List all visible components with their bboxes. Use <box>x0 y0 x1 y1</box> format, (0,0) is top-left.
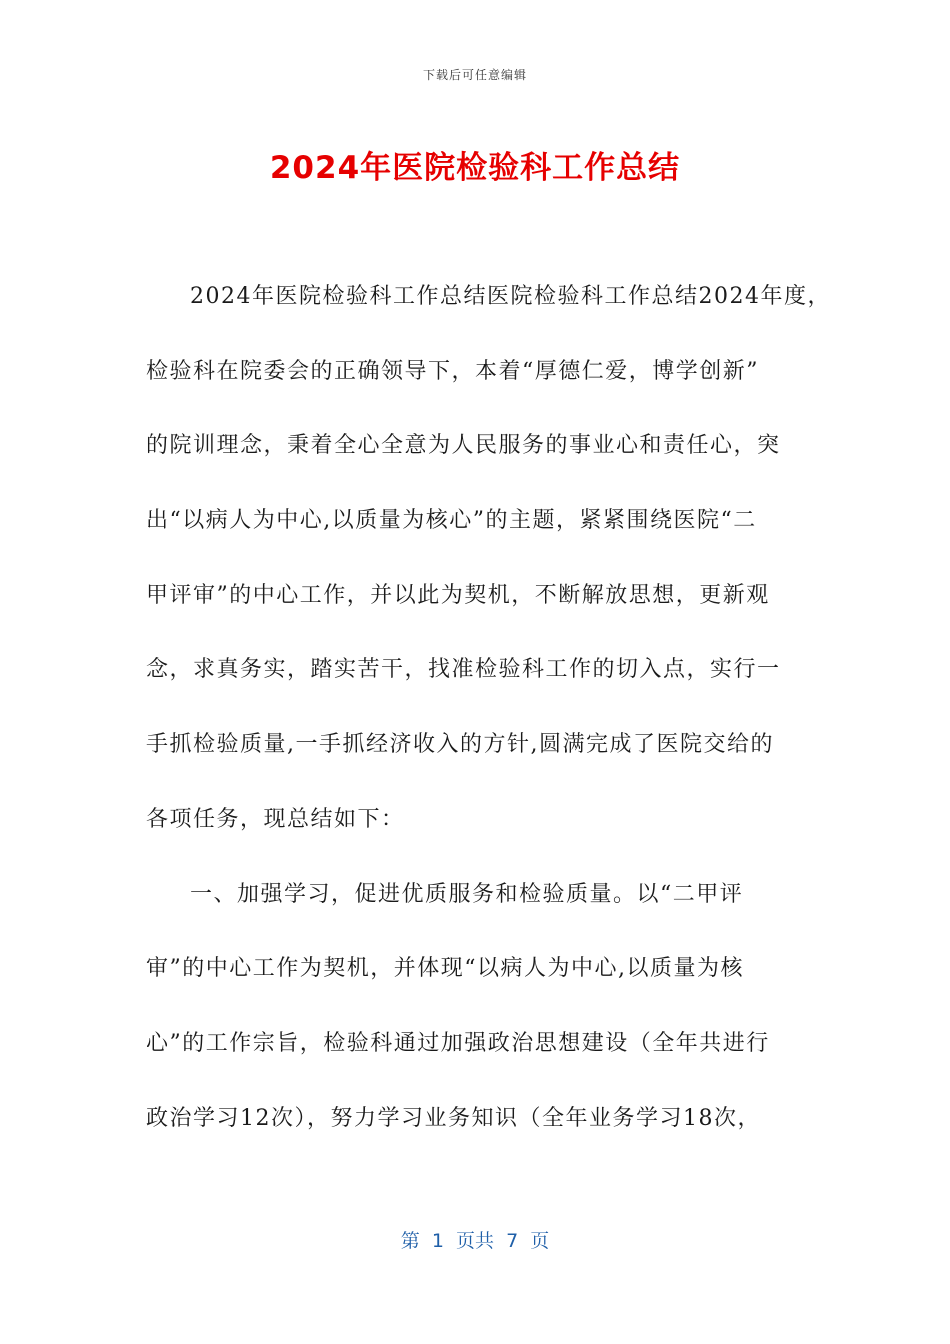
document-title: 2024年医院检验科工作总结 <box>269 150 681 186</box>
paragraph-line: 一、加强学习，促进优质服务和检验质量。以“二甲评 <box>190 881 744 907</box>
paragraph-line: 心”的工作宗旨，检验科通过加强政治思想建设（全年共进行 <box>146 1030 770 1056</box>
paragraph-line: 出“以病人为中心,以质量为核心”的主题，紧紧围绕医院“二 <box>146 508 757 534</box>
header-note: 下载后可任意编辑 <box>422 68 527 82</box>
page-number-footer: 第 1 页共 7 页 <box>400 1230 550 1252</box>
paragraph-line: 2024年医院检验科工作总结医院检验科工作总结2024年度， <box>190 284 831 309</box>
paragraph-line: 审”的中心工作为契机，并体现“以病人为中心,以质量为核 <box>146 956 744 982</box>
paragraph-line: 手抓检验质量,一手抓经济收入的方针,圆满完成了医院交给的 <box>146 732 774 758</box>
paragraph-line: 念，求真务实，踏实苦干，找准检验科工作的切入点，实行一 <box>146 657 781 683</box>
document-body <box>146 275 831 1171</box>
paragraph-line: 甲评审”的中心工作，并以此为契机，不断解放思想，更新观 <box>146 582 770 608</box>
paragraph-line: 检验科在院委会的正确领导下，本着“厚德仁爱，博学创新” <box>146 358 759 384</box>
paragraph-line: 的院训理念，秉着全心全意为人民服务的事业心和责任心，突 <box>146 433 781 459</box>
paragraph-line: 各项任务，现总结如下： <box>146 806 405 832</box>
paragraph-line: 政治学习12次），努力学习业务知识（全年业务学习18次， <box>146 1105 761 1131</box>
